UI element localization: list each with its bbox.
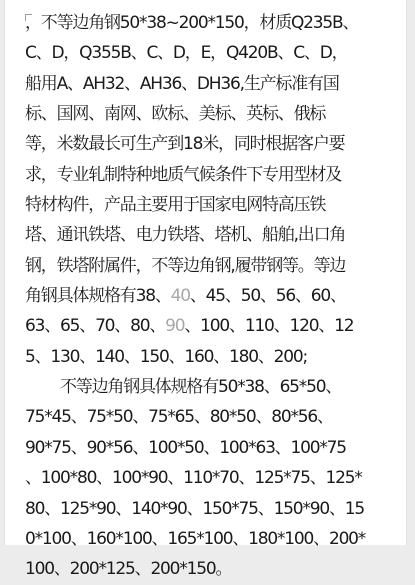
text-segment: 0*100、160*100、165*100、180*100、200* xyxy=(25,528,366,549)
text-line xyxy=(5,8,408,38)
text-line xyxy=(5,190,408,220)
document-text-body xyxy=(5,8,408,585)
text-line xyxy=(5,372,408,402)
text-segment: 求，专业轧制特种地质气候条件下专用型材及 xyxy=(25,164,341,185)
text-segment: 不等边角钢具体规格有50*38、65*50、 xyxy=(60,377,342,398)
text-segment: 、100、110、120、12 xyxy=(184,316,354,337)
text-segment: 钢，铁塔附属件，不等边角钢,履带钢等。等边 xyxy=(25,255,346,276)
text-segment: ，不等边角钢50*38~200*150，材质Q235B、 xyxy=(25,13,359,33)
faint-text-segment: 40 xyxy=(170,286,190,307)
text-line xyxy=(5,38,408,68)
text-segment: 船用A、AH32、AH36、DH36,生产标准有国 xyxy=(25,73,339,94)
text-line xyxy=(5,433,408,463)
text-line xyxy=(5,281,408,311)
text-line xyxy=(5,311,408,341)
text-segment: 80、125*90、140*90、150*75、150*90、15 xyxy=(25,498,364,519)
text-line xyxy=(5,69,408,99)
text-line xyxy=(5,554,408,584)
text-segment: 100、200*125、200*150。 xyxy=(25,559,232,580)
text-line xyxy=(5,129,408,159)
text-segment: 75*45、75*50、75*65、80*50、80*56、 xyxy=(25,407,333,428)
text-line xyxy=(5,463,408,493)
text-segment: 63、65、70、80、 xyxy=(25,316,166,337)
text-segment: C、D，Q355B、C、D，E，Q420B、C、D， xyxy=(25,43,348,64)
text-line xyxy=(5,342,408,372)
text-line xyxy=(5,160,408,190)
text-segment: 、45、50、56、60、 xyxy=(189,286,346,307)
faint-text-segment: 90 xyxy=(165,316,185,337)
document-page xyxy=(4,0,407,580)
text-line xyxy=(5,402,408,432)
text-segment: 标、国网、南网、欧标、美标、英标、俄标 xyxy=(25,104,326,125)
text-line xyxy=(5,220,408,250)
text-line xyxy=(5,524,408,554)
text-line xyxy=(5,99,408,129)
text-segment: 等，米数最长可生产到18米，同时根据客户要 xyxy=(25,134,345,155)
text-segment: 5、130、140、150、160、180、200; xyxy=(25,346,308,367)
text-line xyxy=(5,494,408,524)
text-segment: 、100*80、100*90、110*70、125*75、125* xyxy=(25,468,362,489)
text-segment: 塔、通讯铁塔、电力铁塔、塔机、船舶,出口角 xyxy=(25,225,346,246)
text-segment: 90*75、90*56、100*50、100*63、100*75 xyxy=(25,437,346,458)
text-segment: 特材构件，产品主要用于国家电网特高压铁 xyxy=(25,195,326,216)
text-segment: 角钢具体规格有38、 xyxy=(25,286,171,307)
text-line xyxy=(5,251,408,281)
